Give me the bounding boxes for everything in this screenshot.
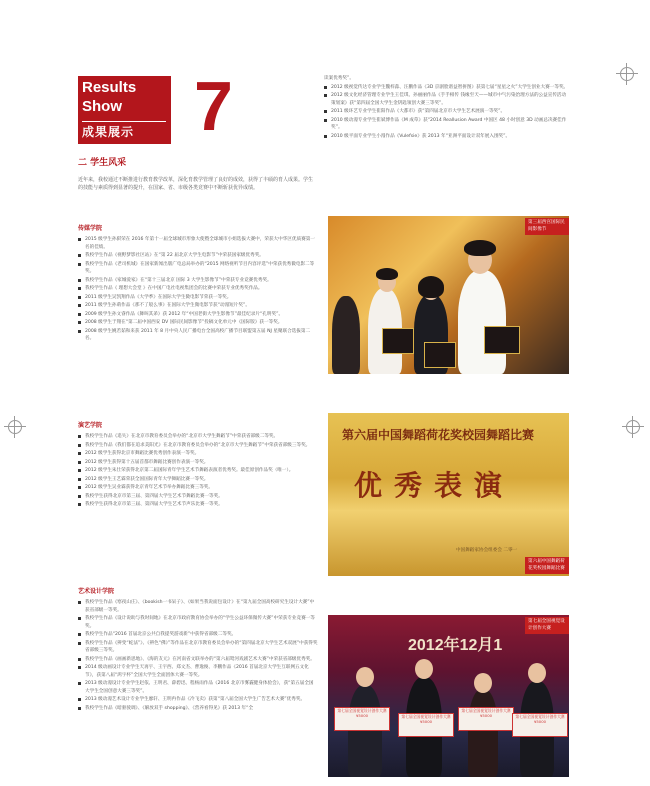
stage-banner-date: 2012年12月1 (408, 637, 503, 654)
photo-caption: 第三届西宫国际民间影像节 (525, 218, 569, 235)
registration-mark (622, 416, 644, 438)
plaque-title: 第六届中国舞蹈荷花奖校园舞蹈比赛 (342, 428, 535, 442)
list-item: 2012 级学生获得第十五届首都市舞蹈比赛创作表演一等奖。 (78, 459, 318, 467)
plaque-issuer: 中国舞蹈家协会组委会 二零一 (456, 548, 518, 553)
list-item: 2013 级动漫设计专业学生赵依、王明君、薛碧迅、程杨雨作品《2016 北京市雾霾健身体验会》，获“第五届全国大学生全国创意大赛三等奖”。 (78, 680, 318, 695)
certificate-board (382, 328, 414, 354)
prize-check: 第七届全国视觉设计创作大赛 ¥5000 (398, 713, 454, 737)
list-item: 2011 级学生孙萌作品《那不了般么事》在国际大学生微电影节获“动漫短片奖”。 (78, 302, 318, 310)
list-item: 2012 级学生朱仕荣获得北京第二届国际青年学生艺术节舞蹈表演者优秀奖。最佳原创作品奖（唯一）。 (78, 467, 318, 475)
list-item: 2012 级学生吴业霖获得北京青年艺术节举办舞蹈比赛三等奖。 (78, 484, 318, 492)
header-divider (82, 121, 166, 122)
plaque-main-text: 优秀表演 (354, 469, 515, 502)
photo-hair (464, 240, 496, 256)
header-title-en-1: Results (82, 79, 137, 96)
list-item: 我校学生作品《暗驱驶调》、《解放双手 shopping》、《营养看得见》获 2013 年“全 (78, 705, 318, 713)
photo-award-students (328, 216, 569, 374)
list-item: 2014 级动画设计专业学生天再宇、王宇西、郑文杰、曹逸俊、李鹏作品《2016 首届北京大学生互联网五文化节》，获第八届“鸿宇杯”全国大学生全面团体大赛一等奖。 (78, 664, 318, 679)
prize-check: 第七届全国视觉设计创作大赛 ¥5000 (334, 707, 390, 731)
category-list-performance (78, 433, 318, 510)
list-item: 2012 级学生获得北京市舞蹈比赛优秀创作表演一等奖。 (78, 450, 318, 458)
list-item: 2010 级动漫专业学生崔斌博作品《M 成草》获“2014 Reallusion Award 中国区 48 小时创意 3D 动画总决赛佳作奖”。 (324, 117, 569, 132)
list-item: 2015 级学生孙骐荣在 2016 年第十一届全球城市形象大使暨全球城市小姐选拔大赛中，荣获大中华区优质赛第一名的佳绩。 (78, 236, 318, 251)
list-item: 我校学生作品《追失》在北京市教育委员会举办的“北京市大学生舞蹈节”中荣获省部级二等奖。 (78, 433, 318, 441)
photo-person (348, 685, 382, 777)
list-item: 2008 级学生于翔在“第二届中国西安 DV 国际民间影像节”投稿文化单元中《国际版》获一等奖。 (78, 319, 318, 327)
photo-head (356, 667, 374, 687)
photo-award-ceremony (328, 615, 569, 777)
category-title-art-design: 艺术设计学院 (78, 588, 115, 595)
photo-head (415, 659, 433, 679)
list-item: 2012 级视觉传达专业学生魏梓淼、汪鹏作品《3D 京剧脸谱益智拼图》获第七届“星星之火”大学生创业大赛一等奖。 (324, 84, 569, 92)
chapter-number: 7 (194, 67, 233, 145)
list-item: 我校学生作品《老司机城》在国家新闻出版广电总局举办的“2015 网络视听节目内容评选”中荣获优秀微电影二等奖。 (78, 261, 318, 276)
list-item: 2010 级平面专业学生小漫作品《Vulefsie》获 2013 年“亚洲平面设计双年展入围奖”。 (324, 133, 569, 141)
photo-award-plaque (328, 413, 569, 576)
certificate-board (484, 326, 520, 354)
prize-check: 第七届全国视觉设计创作大赛 ¥5000 (458, 707, 514, 731)
list-item: 2013 级动漫艺术设计专业学生廖轩、王明冉作品《冷飞卖》获第“第八届全国大学生广告艺术大赛”优秀奖。 (78, 696, 318, 704)
list-item: 我校学生作品《视野梦影社区站》在“第 22 届北京大学生电影节”中荣获国家级优秀奖。 (78, 252, 318, 260)
photo-hair (418, 276, 444, 298)
list-item: 我校学生作品“2016 首届北京公共自我提奖游戏新”中获得省部级二等奖。 (78, 631, 318, 639)
photo-caption: 第七届全国视觉设计创作大赛 (525, 617, 569, 634)
category-list-media (78, 236, 318, 344)
list-item: 2009 级学生孙文睿作品《舞叫其弟》获 2012 年“中国老街大学生影像节”最佳纪录片“孔明奖”。 (78, 311, 318, 319)
list-item: 我校学生作品《 理想大会堂 》在中国广电社电视集团会的比赛中荣获专业优秀奖作品。 (78, 285, 318, 293)
category-title-media: 传媒学院 (78, 225, 103, 232)
photo-person (458, 270, 506, 374)
list-item: 我校学生作品《辨变“蛇法”》、《辨色“佛》”等作品在北京市教育委员会举办的“第四届北京大学生艺术双展”中获得奖省部级三等奖。 (78, 640, 318, 655)
list-item: 读案优秀奖”。 (324, 76, 354, 81)
list-item: 2011 级环艺专业学生崔阳作品《大都市》获“第四届北京市大学生艺术展演一等奖”。 (324, 108, 569, 116)
category-list-art-design (78, 599, 318, 713)
photo-caption: 第六届中国舞蹈荷花奖校园舞蹈比赛 (525, 557, 569, 574)
photo-person (332, 296, 360, 374)
list-item: 我校学生作品《画画新思地》、《海的友元》在河南省文联举办的“第六届鸳河戏剧艺术大赛”中荣获省部级优秀奖。 (78, 656, 318, 664)
section-title: 二 学生风采 (78, 158, 127, 168)
intro-paragraph: 近年来，我校通过不断推进行教育教学改革，深化育教学管理了良好的成效，获得了丰硕的育人成果。学生的技能与素质得到显著的提升，在国家、省、市级各类竞赛中不断斩获优异成绩。 (78, 177, 314, 191)
list-item: 我校学生作品《设计说助与我时间地》在北京市政府教育协会举办的“学生公益环保微传大赛”中荣获专业竞赛一等奖。 (78, 615, 318, 630)
registration-mark (4, 416, 26, 438)
header-title-cn: 成果展示 (82, 125, 135, 139)
registration-mark (616, 63, 638, 85)
list-item: 2008 级学生姚若茹和来获 2011 年 8 月中央人民广播电台全国高校广播节目联盟第五届 NJ 星聚联合选拔第二名。 (78, 328, 318, 343)
prize-check: 第七届全国视觉设计创作大赛 ¥5000 (512, 713, 568, 737)
header-title-en-2: Show (82, 98, 122, 115)
section-header-block (78, 76, 171, 144)
category-title-performance: 演艺学院 (78, 422, 103, 429)
certificate-board (424, 342, 456, 368)
right-column-list (324, 75, 569, 141)
list-item: 2012 级学生王艺霖荣获全国国际青年大学舞蹈比赛一等奖。 (78, 476, 318, 484)
photo-person (468, 689, 498, 777)
list-item: 我校学生作品《我们都在追求美阳光》在北京市教育委员会举办的“北京市大学生舞蹈节”中荣获省部级三等奖。 (78, 442, 318, 450)
list-item: 2012 级文化经济管理专业学生王佳琪、孙丽丽作品《手手相传 钱缘至天——城市中气污染治理方法的公益宣传活动策划案》获“第四届全国大学生金钥匙领创大赛三等奖”。 (324, 92, 569, 107)
list-item: 我校学生获得北京市第三届、第四届大学生艺术节声乐比赛一等奖。 (78, 501, 318, 509)
list-item: 2011 级学生吴凯翔作品《大学季》在国际大学生微电影节荣获一等奖。 (78, 294, 318, 302)
photo-hair (376, 268, 398, 280)
photo-head (474, 673, 492, 693)
list-item: 我校学生作品《家城爱家》在“第十三届北京 国际 3 大学生影像节”中荣获专业竞赛优秀奖。 (78, 277, 318, 285)
list-item: 我校学生获得北京市第三届、第四届大学生艺术节舞蹈比赛一等奖。 (78, 493, 318, 501)
photo-head (528, 663, 546, 683)
list-item: 我校学生作品《寒夜山庄》、《bookish一书呆子》、《如果当我说面包设计》在“第九届全国高校研究生设计大赛”中获省部级一等奖。 (78, 599, 318, 614)
